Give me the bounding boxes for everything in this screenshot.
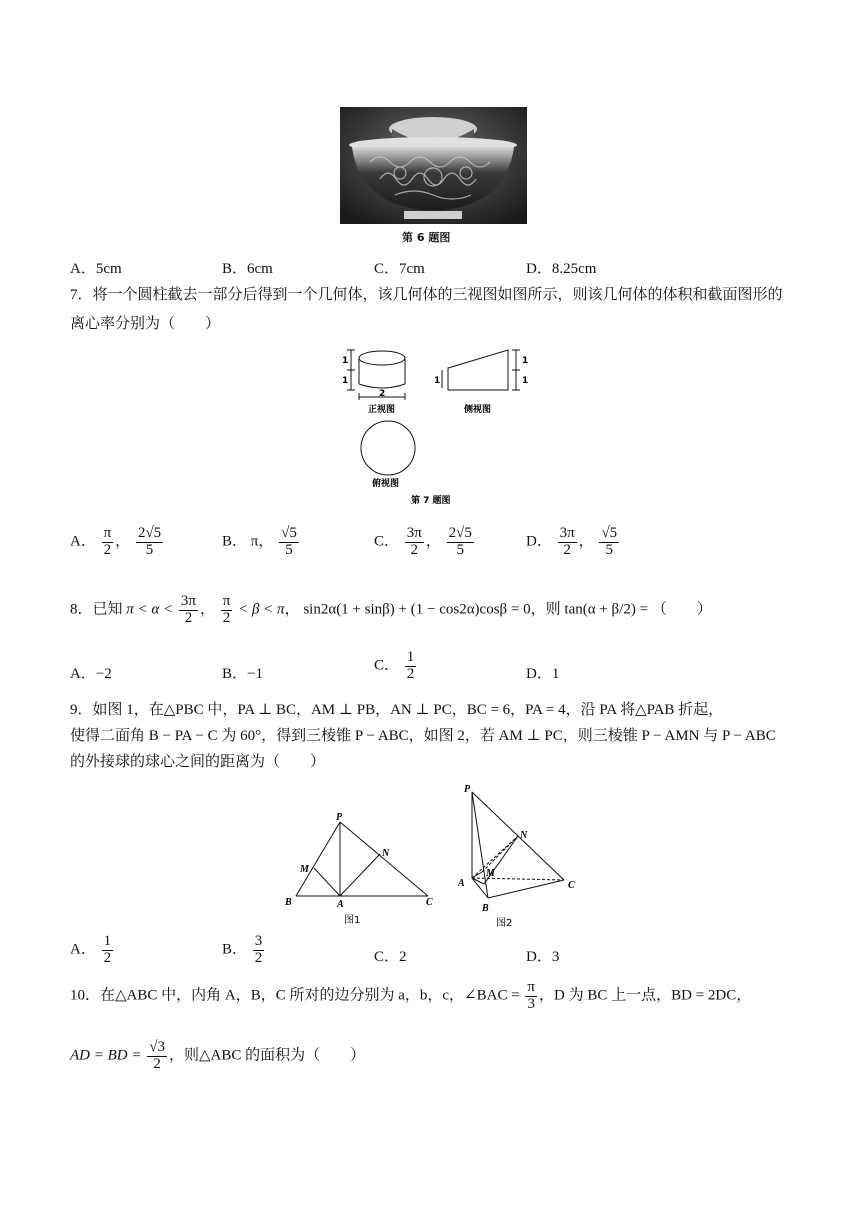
q7-c-ecc: [447, 526, 474, 559]
q7-d-volume: [558, 526, 577, 559]
den: 5: [456, 541, 464, 558]
q10-line1-b: ，D 为 BC 上一点，BD = 2DC，: [539, 987, 752, 1004]
q7-c-label: C．: [374, 533, 400, 550]
side-view-label: 侧视图: [464, 405, 492, 415]
fig2-label-c: C: [568, 880, 575, 891]
q9-a-frac: [102, 934, 114, 967]
fig2-label-p: P: [464, 784, 471, 795]
q7-a-ecc: [136, 526, 163, 559]
den: 2: [222, 609, 231, 626]
fig1-label-a: A: [337, 899, 344, 910]
num: π: [527, 979, 535, 995]
q8-paren: （ ）: [651, 601, 712, 618]
q10-line1-a: 10．在△ABC 中，内角 A，B，C 所对的边分别为 a，b，c，∠BAC =: [70, 987, 520, 1004]
q7-three-view-figure: [336, 340, 532, 508]
q9-stem-line1: 9．如图 1，在△PBC 中，PA ⊥ BC，AM ⊥ PB，AN ⊥ PC，BC = 6，PA = 4，沿 PA 将△PAB 折起，: [70, 702, 724, 718]
q9-b-frac: [253, 934, 265, 967]
fig1-label-m: M: [300, 864, 309, 875]
q7-d-label: D．: [526, 533, 552, 550]
q6-option-d: D．8.25cm: [526, 261, 597, 277]
side-dim-1b: 1: [522, 376, 529, 386]
num: π: [222, 593, 231, 609]
num: 3π: [559, 525, 575, 541]
q9-option-a: [70, 934, 115, 967]
q7-option-d: D． $\frac{3\pi}{2}$ ， $\frac{√5}{5}$: [526, 525, 618, 558]
q8-c-label: C．: [374, 657, 400, 674]
side-dim-1: 1: [434, 376, 441, 386]
q9-b-label: B．: [222, 941, 248, 958]
num: √3: [149, 1039, 165, 1055]
front-dim-2: 2: [379, 389, 386, 399]
fig2-label-a: A: [458, 878, 465, 889]
q8-cond1: π < α <: [126, 601, 174, 618]
q10-stem-line1: [70, 980, 751, 1013]
q8-then: ，则: [530, 601, 561, 618]
front-view: [347, 350, 405, 400]
q6-option-a: A．5cm: [70, 261, 122, 277]
q10-line2-b: ，则△ABC 的面积为（ ）: [168, 1047, 366, 1064]
q7-b-volume: π: [250, 533, 259, 550]
q8-equation: sin2α(1 + sinβ) + (1 − cos2α)cosβ = 0: [303, 601, 531, 618]
q7-stem-line2: 离心率分别为（ ）: [70, 316, 221, 332]
fig1-label-p: P: [336, 812, 343, 823]
q10-ad-frac: [147, 1040, 167, 1073]
q7-option-a: A． $\frac{\pi}{2}$ ， $\frac{2√5}{5}$: [70, 525, 162, 558]
den: 5: [145, 541, 154, 558]
den: 2: [406, 665, 415, 682]
q6-bowl-photo: [340, 107, 527, 224]
den: 5: [285, 541, 293, 558]
q9-stem-line3: 的外接球的球心之间的距离为（ ）: [70, 754, 326, 770]
top-view: [361, 421, 415, 475]
q7-option-c: C． $\frac{3\pi}{2}$ ， $\frac{2√5}{5}$: [374, 525, 472, 558]
side-dim-1a: 1: [522, 356, 529, 366]
q8-frac-pi2: [221, 594, 233, 627]
num: π: [103, 525, 112, 541]
fig1-caption: 图1: [344, 915, 361, 926]
den: 2: [254, 949, 263, 966]
num: 3: [254, 933, 263, 949]
num: 2√5: [137, 525, 162, 541]
q8-cond2: < β < π: [238, 601, 285, 618]
num: 2√5: [448, 525, 472, 541]
den: 2: [410, 541, 419, 558]
q7-b-ecc: [279, 526, 299, 559]
q6-option-b: B．6cm: [222, 261, 273, 277]
den: 2: [153, 1055, 161, 1072]
q8-prefix: 8．已知: [70, 601, 123, 618]
fig1-label-n: N: [382, 848, 390, 859]
q9-a-label: A．: [70, 941, 96, 958]
q7-c-volume: [405, 526, 424, 559]
num: 1: [103, 933, 112, 949]
fig2-label-n: N: [520, 830, 528, 841]
front-view-label: 正视图: [368, 405, 396, 415]
q9-figure-1: [280, 810, 440, 928]
num: 1: [406, 649, 415, 665]
num: 3π: [180, 593, 196, 609]
num: √5: [601, 525, 618, 541]
top-view-label: 俯视图: [372, 479, 400, 489]
den: 2: [184, 609, 193, 626]
q8-option-c: [374, 650, 418, 683]
q7-figure-caption: 第 7 题图: [411, 496, 451, 506]
den: 5: [605, 541, 614, 558]
fig2-label-b: B: [482, 903, 489, 914]
fig2-label-m: M: [486, 868, 495, 879]
den: 2: [103, 541, 112, 558]
q8-frac-3pi2: [179, 594, 198, 627]
num: √5: [281, 525, 297, 541]
q6-figure-caption: 第 6 题图: [402, 231, 451, 244]
q9-option-d: D．3: [526, 949, 560, 965]
front-dim-1b: 1: [342, 376, 349, 386]
den: 2: [103, 949, 112, 966]
q8-c-frac: [405, 650, 417, 683]
q7-option-b: B． π， $\frac{√5}{5}$: [222, 525, 297, 558]
fig1-label-c: C: [426, 897, 433, 908]
den: 2: [563, 541, 571, 558]
q10-angle-frac: [525, 980, 537, 1013]
num: 3π: [406, 525, 422, 541]
q8-option-a: A．−2: [70, 666, 112, 682]
q8-stem: 8．已知 π < α < $\frac{3\pi}{2}$ ， $\frac{\pi}{2}$ < β < π， sin2α(1 + sinβ) + (1 − cos2α)cosβ = 0，则 tan(α + β/2) = （ ）: [70, 593, 712, 626]
q9-figure-2: [458, 780, 588, 928]
q7-stem-line1: 7．将一个圆柱截去一部分后得到一个几何体，该几何体的三视图如图所示，则该几何体的体积和截面图形的: [70, 287, 783, 303]
fig1-label-b: B: [285, 897, 292, 908]
q9-stem-line2: 使得二面角 B − PA − C 为 60°，得到三棱锥 P − ABC，如图 2，若 AM ⊥ PC，则三棱锥 P − AMN 与 P − ABC: [70, 728, 776, 744]
q7-a-volume: [102, 526, 114, 559]
q9-option-b: [222, 934, 266, 967]
front-dim-1a: 1: [342, 356, 349, 366]
q8-option-b: B．−1: [222, 666, 263, 682]
q7-b-label: B．: [222, 533, 248, 550]
fig2-caption: 图2: [496, 918, 513, 928]
side-view: [442, 350, 520, 390]
q8-option-d: D．1: [526, 666, 560, 682]
den: 3: [527, 995, 535, 1012]
q7-d-ecc: [599, 526, 619, 559]
q9-option-c: C．2: [374, 949, 407, 965]
q7-a-label: A．: [70, 533, 96, 550]
q10-line2-a: AD = BD =: [70, 1047, 142, 1064]
q6-option-c: C．7cm: [374, 261, 425, 277]
q10-stem-line2: [70, 1040, 365, 1073]
q8-tan-expr: tan(α + β/2) =: [564, 601, 649, 618]
